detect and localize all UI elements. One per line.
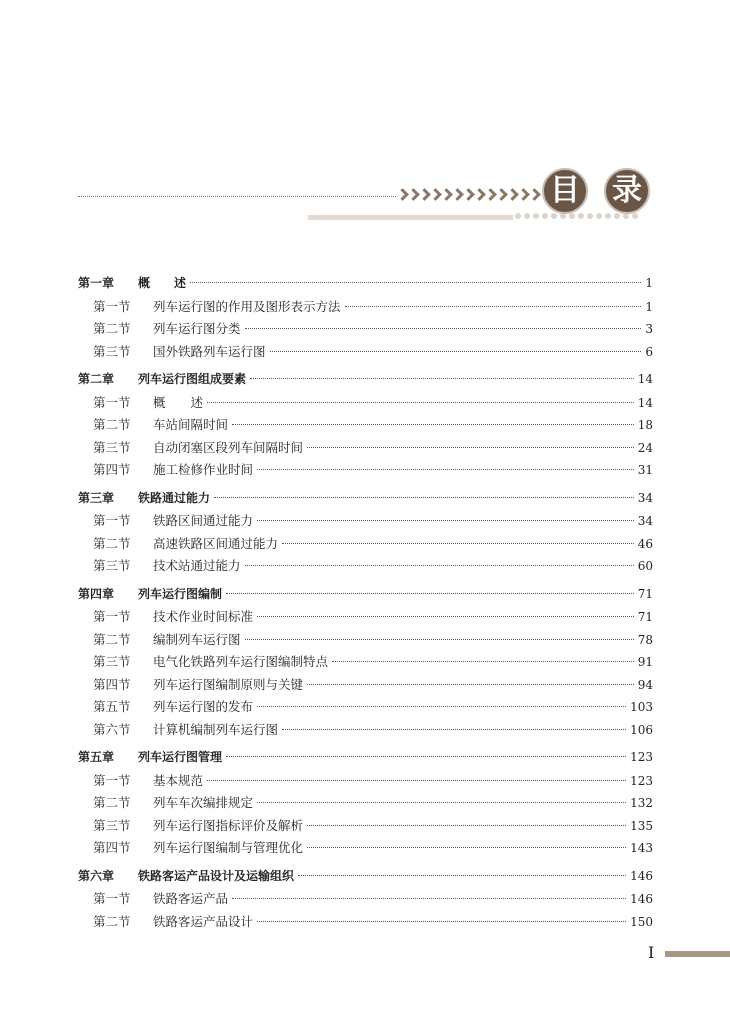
header-dotted-line bbox=[78, 196, 396, 197]
toc-title: 自动闭塞区段列车间隔时间 bbox=[153, 439, 304, 455]
section-entry[interactable] bbox=[78, 556, 653, 579]
toc-page: 135 bbox=[630, 818, 653, 833]
toc-page: 143 bbox=[630, 841, 653, 855]
dot-leader bbox=[245, 328, 642, 329]
toc-page: 103 bbox=[630, 700, 653, 714]
chapter-entry[interactable] bbox=[78, 867, 653, 890]
toc-title: 铁路区间通过能力 bbox=[153, 513, 254, 528]
section-entry[interactable] bbox=[78, 297, 653, 320]
toc-title: 列车运行图的发布 bbox=[153, 699, 254, 714]
toc-title: 列车运行图管理 bbox=[138, 750, 223, 764]
toc-page: 34 bbox=[637, 490, 653, 505]
chapter-entry[interactable] bbox=[78, 489, 653, 512]
section-entry[interactable] bbox=[78, 630, 653, 653]
toc-num: 第五节 bbox=[93, 699, 131, 714]
chapter-entry[interactable] bbox=[78, 274, 653, 297]
toc-page: 94 bbox=[637, 677, 653, 692]
toc-page: 146 bbox=[630, 868, 653, 883]
toc-num: 第二节 bbox=[93, 631, 131, 647]
header-dots bbox=[515, 213, 638, 219]
dot-leader bbox=[226, 593, 634, 594]
dot-leader bbox=[332, 661, 634, 662]
dot-leader bbox=[307, 825, 626, 826]
toc-num: 第一节 bbox=[93, 772, 131, 788]
section-entry[interactable] bbox=[78, 342, 653, 365]
section-entry[interactable] bbox=[78, 720, 653, 743]
dot-leader bbox=[257, 706, 626, 707]
dot-leader bbox=[307, 447, 634, 448]
title-char-lu: 录 bbox=[604, 168, 650, 214]
toc-page: 78 bbox=[637, 632, 653, 647]
toc-title: 编制列车运行图 bbox=[153, 631, 241, 647]
toc-page: 14 bbox=[637, 395, 653, 410]
toc-num: 第四章 bbox=[78, 586, 115, 601]
toc-title: 车站间隔时间 bbox=[153, 417, 229, 432]
section-entry[interactable] bbox=[78, 652, 653, 675]
toc-num: 第三节 bbox=[93, 343, 131, 359]
toc-page: 71 bbox=[637, 586, 653, 601]
dot-leader bbox=[226, 756, 626, 757]
toc-num: 第一章 bbox=[78, 276, 115, 290]
section-entry[interactable] bbox=[78, 697, 653, 720]
section-entry[interactable] bbox=[78, 415, 653, 438]
dot-leader bbox=[245, 639, 634, 640]
toc-page: 14 bbox=[637, 372, 653, 386]
toc-page: 1 bbox=[645, 299, 653, 314]
toc-num: 第一节 bbox=[93, 394, 131, 410]
toc-title: 计算机编制列车运行图 bbox=[153, 721, 279, 737]
toc-page: 46 bbox=[637, 536, 653, 551]
footer-bar bbox=[665, 951, 730, 957]
section-entry[interactable] bbox=[78, 607, 653, 630]
dot-leader bbox=[190, 282, 641, 283]
dot-leader bbox=[207, 780, 626, 781]
section-entry[interactable] bbox=[78, 675, 653, 698]
dot-leader bbox=[207, 402, 634, 403]
toc-title: 铁路客运产品 bbox=[153, 891, 229, 906]
dot-leader bbox=[257, 469, 634, 470]
toc-num: 第二节 bbox=[93, 535, 131, 551]
toc-title: 列车运行图编制原则与关键 bbox=[153, 676, 304, 692]
dot-leader bbox=[257, 802, 626, 803]
section-entry[interactable] bbox=[78, 438, 653, 461]
dot-leader bbox=[232, 424, 634, 425]
toc-num: 第二节 bbox=[93, 795, 131, 810]
section-entry[interactable] bbox=[78, 889, 653, 912]
dot-leader bbox=[232, 898, 626, 899]
toc-num: 第五章 bbox=[78, 750, 115, 764]
dot-leader bbox=[298, 875, 626, 876]
toc-title: 铁路客运产品设计及运输组织 bbox=[138, 868, 295, 883]
dot-leader bbox=[307, 684, 634, 685]
toc-page: 146 bbox=[630, 892, 653, 906]
toc-page: 6 bbox=[645, 344, 653, 359]
toc-title: 技术站通过能力 bbox=[153, 558, 241, 573]
page-number: I bbox=[648, 943, 655, 962]
toc-page: 106 bbox=[630, 722, 653, 737]
dot-leader bbox=[345, 306, 642, 307]
toc-page: 123 bbox=[630, 750, 653, 764]
toc-title: 概 述 bbox=[138, 276, 187, 290]
toc-num: 第三节 bbox=[93, 817, 131, 833]
toc-title: 施工检修作业时间 bbox=[153, 462, 254, 477]
toc-num: 第一节 bbox=[93, 891, 131, 906]
dot-leader bbox=[257, 616, 634, 617]
toc-num: 第三节 bbox=[93, 654, 131, 669]
toc-title: 列车运行图的作用及图形表示方法 bbox=[153, 298, 341, 314]
toc-num: 第一节 bbox=[93, 298, 131, 314]
dot-leader bbox=[307, 847, 626, 848]
section-entry[interactable] bbox=[78, 460, 653, 483]
section-entry[interactable] bbox=[78, 816, 653, 839]
section-entry[interactable] bbox=[78, 319, 653, 342]
section-entry[interactable] bbox=[78, 771, 653, 794]
section-entry[interactable] bbox=[78, 793, 653, 816]
section-entry[interactable] bbox=[78, 912, 653, 935]
dot-leader bbox=[245, 565, 634, 566]
toc-num: 第三节 bbox=[93, 558, 131, 573]
toc-page: 132 bbox=[630, 796, 653, 810]
toc-title: 电气化铁路列车运行图编制特点 bbox=[153, 654, 329, 669]
toc-num: 第三节 bbox=[93, 439, 131, 455]
toc-page: 150 bbox=[630, 914, 653, 929]
toc-page: 60 bbox=[637, 559, 653, 573]
dot-leader bbox=[282, 729, 626, 730]
toc-num: 第四节 bbox=[93, 462, 131, 477]
toc-num: 第二节 bbox=[93, 417, 131, 432]
chapter-entry[interactable] bbox=[78, 370, 653, 393]
toc-num: 第六章 bbox=[78, 868, 115, 883]
toc-page: 34 bbox=[637, 514, 653, 528]
table-of-contents bbox=[78, 274, 653, 934]
toc-num: 第四节 bbox=[93, 840, 131, 855]
toc-title: 概 述 bbox=[153, 394, 204, 410]
title-char-mu: 目 bbox=[542, 168, 588, 214]
toc-page: 71 bbox=[637, 610, 653, 624]
toc-title: 高速铁路区间通过能力 bbox=[153, 535, 279, 551]
toc-num: 第一节 bbox=[93, 513, 131, 528]
toc-title: 列车运行图组成要素 bbox=[138, 372, 247, 386]
dot-leader bbox=[257, 921, 626, 922]
toc-title: 列车运行图编制与管理优化 bbox=[153, 840, 304, 855]
dot-leader bbox=[250, 378, 634, 379]
toc-page: 24 bbox=[637, 440, 653, 455]
toc-page: 1 bbox=[645, 276, 653, 290]
toc-num: 第三章 bbox=[78, 490, 115, 505]
toc-page: 18 bbox=[637, 418, 653, 432]
toc-num: 第一节 bbox=[93, 609, 131, 624]
toc-title: 列车运行图编制 bbox=[138, 586, 223, 601]
section-entry[interactable] bbox=[78, 838, 653, 861]
dot-leader bbox=[214, 497, 634, 498]
toc-title: 铁路通过能力 bbox=[138, 490, 211, 505]
toc-num: 第二章 bbox=[78, 372, 115, 386]
toc-page: 91 bbox=[637, 655, 653, 669]
toc-page: 31 bbox=[637, 463, 653, 477]
toc-title: 铁路客运产品设计 bbox=[153, 913, 254, 929]
toc-title: 国外铁路列车运行图 bbox=[153, 343, 266, 359]
toc-num: 第二节 bbox=[93, 913, 131, 929]
chapter-entry[interactable] bbox=[78, 748, 653, 771]
toc-title: 列车车次编排规定 bbox=[153, 795, 254, 810]
chapter-entry[interactable] bbox=[78, 585, 653, 608]
toc-page: 123 bbox=[630, 773, 653, 788]
toc-title: 基本规范 bbox=[153, 772, 204, 788]
dot-leader bbox=[270, 351, 642, 352]
toc-num: 第四节 bbox=[93, 676, 131, 692]
section-entry[interactable] bbox=[78, 534, 653, 557]
toc-title: 列车运行图分类 bbox=[153, 321, 241, 336]
toc-title: 列车运行图指标评价及解析 bbox=[153, 817, 304, 833]
toc-num: 第二节 bbox=[93, 321, 131, 336]
toc-title: 技术作业时间标准 bbox=[153, 609, 254, 624]
header-bar bbox=[308, 215, 513, 220]
section-entry[interactable] bbox=[78, 511, 653, 534]
dot-leader bbox=[257, 520, 634, 521]
toc-page: 3 bbox=[645, 322, 653, 336]
dot-leader bbox=[282, 543, 634, 544]
toc-num: 第六节 bbox=[93, 721, 131, 737]
section-entry[interactable] bbox=[78, 393, 653, 416]
